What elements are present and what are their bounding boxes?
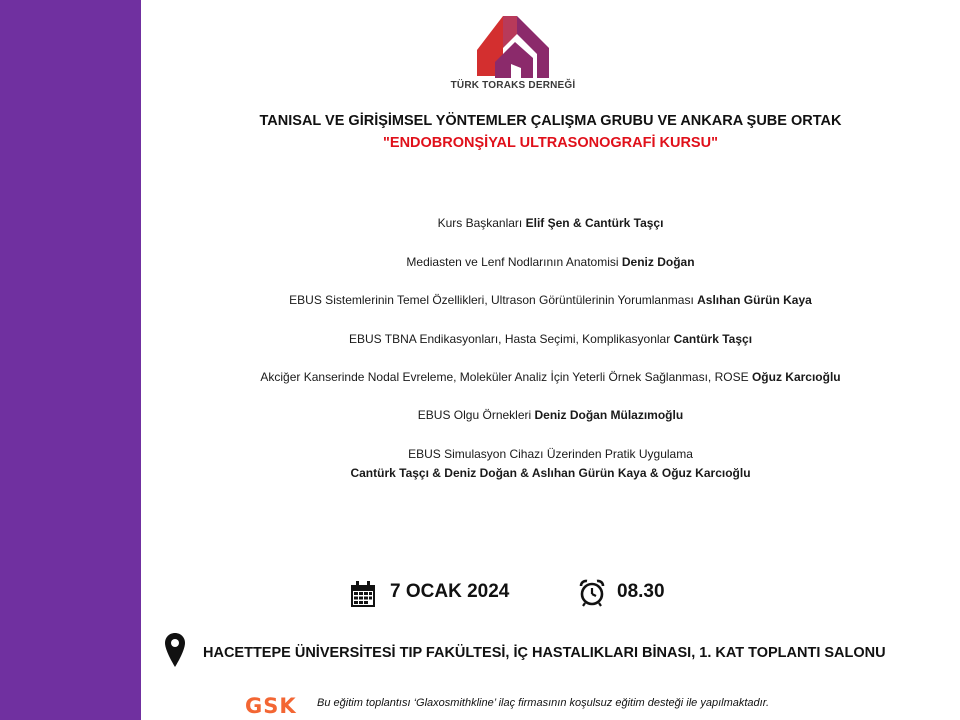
- program-item: [141, 408, 960, 422]
- location-pin-icon: [164, 632, 186, 668]
- program-topic: EBUS Sistemlerinin Temel Özellikleri, Ultrason Görüntülerinin Yorumlanması: [289, 293, 694, 307]
- program-topic: Mediasten ve Lenf Nodlarının Anatomisi: [406, 255, 619, 269]
- program-topic: Kurs Başkanları: [437, 216, 523, 230]
- event-date: 7 OCAK 2024: [390, 581, 510, 602]
- program-speaker: Deniz Doğan Mülazımoğlu: [534, 408, 684, 422]
- program-topic: EBUS TBNA Endikasyonları, Hasta Seçimi, Komplikasyonlar: [348, 332, 671, 346]
- organization-name: TÜRK TORAKS DERNEĞİ: [450, 80, 576, 91]
- event-location: HACETTEPE ÜNİVERSİTESİ TIP FAKÜLTESİ, İÇ HASTALIKLARI BİNASI, 1. KAT TOPLANTI SALONU: [203, 645, 886, 661]
- program-speaker: Deniz Doğan: [621, 255, 695, 269]
- calendar-icon: [349, 580, 377, 608]
- program-topic: Akciğer Kanserinde Nodal Evreleme, Moleküler Analiz İçin Yeterli Örnek Sağlanması, ROSE: [260, 370, 749, 384]
- program-speaker: Aslıhan Gürün Kaya: [697, 293, 812, 307]
- purple-sidebar: [0, 0, 141, 720]
- alarm-clock-icon: [578, 578, 606, 608]
- program-item: [141, 216, 960, 230]
- program-item-speakers: [141, 466, 960, 480]
- program-speaker: Elif Şen & Cantürk Taşçı: [525, 216, 664, 230]
- turk-toraks-logo: [473, 12, 553, 82]
- program-topic: EBUS Simulasyon Cihazı Üzerinden Pratik Uygulama: [408, 447, 693, 461]
- program-speaker: Oğuz Karcıoğlu: [751, 370, 841, 384]
- program-topic: EBUS Olgu Örnekleri: [417, 408, 532, 422]
- sponsor-note: Bu eğitim toplantısı ‘Glaxosmithkline’ ilaç firmasının koşulsuz eğitim desteği ile yapılmaktadır.: [317, 697, 770, 709]
- program-item: [141, 255, 960, 269]
- course-title: "ENDOBRONŞİYAL ULTRASONOGRAFİ KURSU": [383, 135, 718, 151]
- program-speaker: Cantürk Taşçı & Deniz Doğan & Aslıhan Gürün Kaya & Oğuz Karcıoğlu: [350, 466, 751, 480]
- program-speaker: Cantürk Taşçı: [673, 332, 753, 346]
- location-row: [141, 632, 960, 672]
- program-item: [141, 293, 960, 307]
- program-item: [141, 447, 960, 461]
- flyer-content: [141, 0, 960, 720]
- event-time: 08.30: [617, 581, 665, 602]
- program-item: [141, 370, 960, 384]
- gsk-logo: GSK: [245, 694, 297, 718]
- date-time-row: [141, 578, 960, 608]
- program-item: [141, 332, 960, 346]
- header-line-1: TANISAL VE GİRİŞİMSEL YÖNTEMLER ÇALIŞMA GRUBU VE ANKARA ŞUBE ORTAK: [259, 113, 842, 129]
- sponsor-footer: [141, 693, 960, 717]
